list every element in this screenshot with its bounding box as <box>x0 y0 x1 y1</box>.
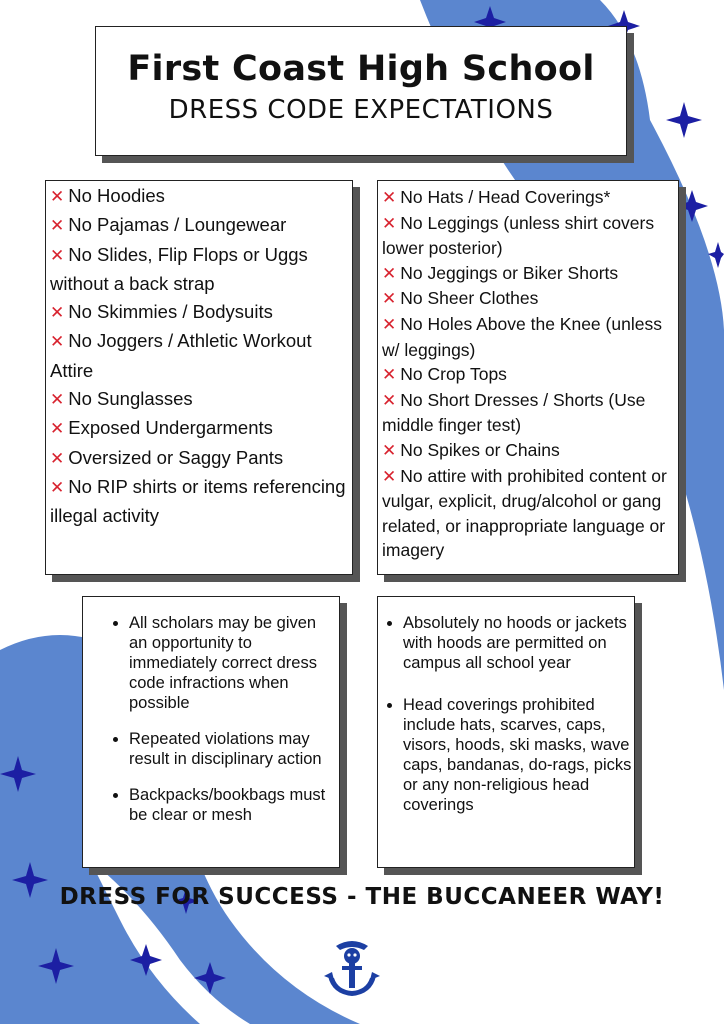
footer-slogan: DRESS FOR SUCCESS - THE BUCCANEER WAY! <box>59 884 665 910</box>
cross-mark-icon: ✕ <box>382 289 397 310</box>
cross-mark-icon: ✕ <box>382 365 397 386</box>
cross-mark-icon: ✕ <box>382 440 397 461</box>
list-item: ✕ No Sheer Clothes <box>382 288 539 310</box>
list-item: ✕ No Leggings (unless shirt covers lower posterior) <box>382 212 655 259</box>
list-item: • Repeated violations may result in disciplinary action <box>129 729 339 769</box>
list-item: ✕ No Pajamas / Loungewear <box>50 214 287 237</box>
list-item: ✕ Oversized or Saggy Pants <box>50 446 284 469</box>
cross-mark-icon: ✕ <box>382 314 397 335</box>
list-item: ✕ No Hats / Head Coverings* <box>382 187 611 208</box>
list-item: ✕ No Short Dresses / Shorts (Use middle finger test) <box>382 389 646 436</box>
cross-mark-icon: ✕ <box>50 303 65 324</box>
list-item: ✕ No Crop Tops <box>382 364 507 386</box>
notes-right-list <box>378 613 634 815</box>
anchor-pirate-logo <box>322 936 382 1000</box>
list-item: ✕ No Sunglasses <box>50 388 193 411</box>
cross-mark-icon: ✕ <box>382 213 397 234</box>
list-item: ✕ No Jeggings or Biker Shorts <box>382 262 619 284</box>
title-card <box>95 26 627 156</box>
list-item: ✕ No Skimmies / Bodysuits <box>50 301 273 324</box>
list-item: ✕ No attire with prohibited content or vulgar, explicit, drug/alcohol or gang related, or inappropriate language or imagery <box>382 465 667 561</box>
cross-mark-icon: ✕ <box>382 263 397 284</box>
cross-mark-icon: ✕ <box>50 332 65 353</box>
cross-mark-icon: ✕ <box>382 188 397 208</box>
list-item: • Backpacks/bookbags must be clear or mesh <box>129 785 339 825</box>
cross-mark-icon: ✕ <box>50 187 65 207</box>
cross-mark-icon: ✕ <box>50 216 65 237</box>
list-item: ✕ No Joggers / Athletic Workout Attire <box>50 330 312 381</box>
prohibited-list-left <box>50 182 350 531</box>
cross-mark-icon: ✕ <box>50 448 65 469</box>
list-item: ✕ No Hoodies <box>50 185 165 207</box>
cross-mark-icon: ✕ <box>50 477 65 498</box>
cross-mark-icon: ✕ <box>382 390 397 411</box>
list-item: • All scholars may be given an opportunity to immediately correct dress code infractions when possible <box>129 613 339 713</box>
list-item: ✕ No Spikes or Chains <box>382 439 560 461</box>
page-title: First Coast High School <box>127 49 595 89</box>
cross-mark-icon: ✕ <box>50 419 65 440</box>
cross-mark-icon: ✕ <box>50 390 65 411</box>
notes-right-card <box>377 596 635 868</box>
list-item: ✕ No Slides, Flip Flops or Uggs without a back strap <box>50 243 308 294</box>
list-item: ✕ No Holes Above the Knee (unless w/ leggings) <box>382 313 662 360</box>
list-item: ✕ No RIP shirts or items referencing illegal activity <box>50 475 346 527</box>
cross-mark-icon: ✕ <box>382 466 397 487</box>
notes-left-list <box>83 613 339 825</box>
list-item: • Absolutely no hoods or jackets with hoods are permitted on campus all school year <box>403 613 634 673</box>
prohibited-list-right <box>382 185 678 563</box>
page-subtitle: DRESS CODE EXPECTATIONS <box>168 95 554 125</box>
list-item: ✕ Exposed Undergarments <box>50 417 273 440</box>
cross-mark-icon: ✕ <box>50 245 65 266</box>
list-item: • Head coverings prohibited include hats, scarves, caps, visors, hoods, ski masks, wave caps, bandanas, do-rags, picks or any non-religious head coverings <box>403 695 634 815</box>
notes-left-card <box>82 596 340 868</box>
